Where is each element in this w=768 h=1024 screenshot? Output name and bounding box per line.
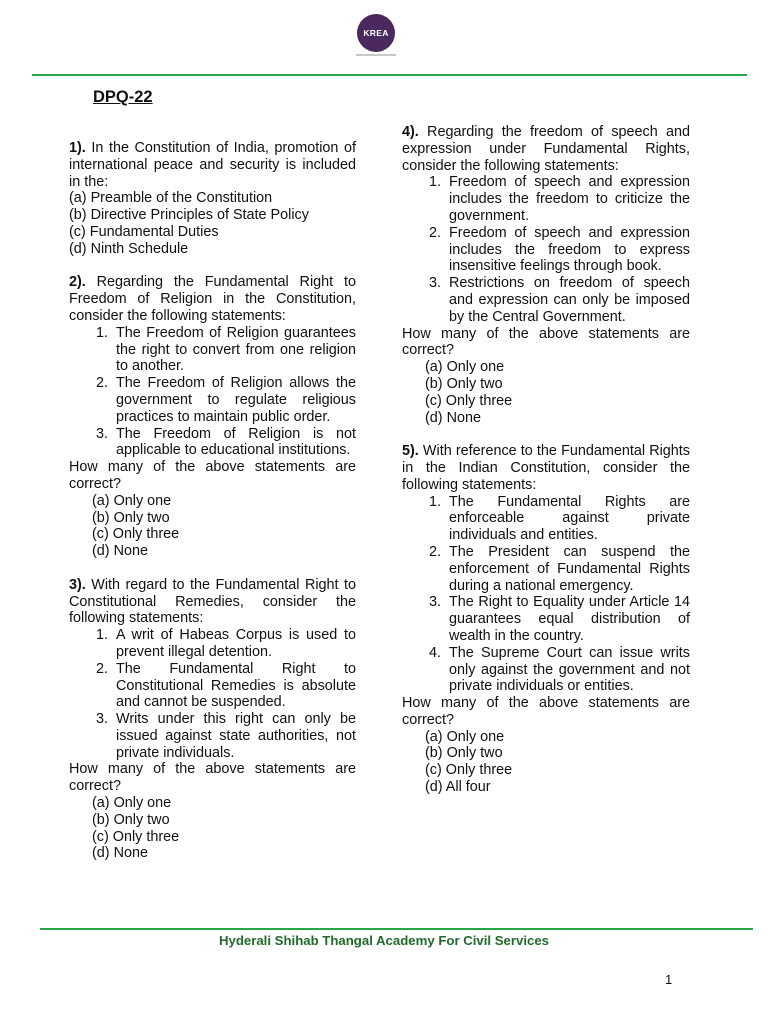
- question-block: [402, 124, 690, 426]
- option-item: (d) None: [92, 845, 148, 862]
- question-number: 1).: [69, 140, 86, 156]
- statement-item: [402, 174, 690, 224]
- statement-text: The Right to Equality under Article 14 guarantees equal distribution of wealth in the country.: [449, 594, 690, 644]
- statement-item: [69, 375, 356, 425]
- footer-rule: [40, 928, 753, 930]
- option-item: (a) Preamble of the Constitution: [69, 190, 273, 207]
- option-item: (c) Only three: [425, 392, 513, 409]
- option-item: (c) Fundamental Duties: [69, 223, 219, 240]
- question-text: With reference to the Fundamental Rights in the Indian Constitution, consider the following statements:: [402, 443, 690, 493]
- option-item: (b) Only two: [92, 811, 170, 828]
- statement-item: [402, 225, 690, 275]
- option-list: [69, 493, 356, 560]
- statement-text: Restrictions on freedom of speech and expression can only be imposed by the Central Government.: [449, 275, 690, 325]
- left-column: [69, 140, 356, 879]
- question-stem: [69, 140, 356, 190]
- question-block: [69, 274, 356, 560]
- question-stem: [69, 577, 356, 627]
- statement-text: Writs under this right can only be issued against state authorities, not private individuals.: [116, 711, 356, 761]
- logo-text: KREA: [363, 28, 389, 38]
- statement-number: 3.: [429, 275, 442, 292]
- statement-number-cell: [69, 711, 116, 761]
- statement-list: [69, 325, 356, 459]
- statement-list: [69, 627, 356, 761]
- statement-item: [402, 544, 690, 594]
- option-item: (b) Only two: [425, 375, 503, 392]
- statement-item: [402, 594, 690, 644]
- statement-text: The Supreme Court can issue writs only against the government and not private individuals or entities.: [449, 644, 690, 695]
- option-list: [402, 359, 690, 426]
- right-column: [402, 124, 690, 813]
- footer-academy-name: Hyderali Shihab Thangal Academy For Civil Services: [218, 933, 550, 948]
- question-block: [402, 443, 690, 796]
- header-rule: [32, 74, 747, 76]
- statement-text: The President can suspend the enforcement of Fundamental Rights during a national emergency.: [449, 543, 690, 594]
- question-text: Regarding the Fundamental Right to Freedom of Religion in the Constitution, consider the following statements:: [69, 274, 356, 324]
- question-prompt: How many of the above statements are correct?: [69, 459, 356, 492]
- statement-number-cell: [69, 325, 116, 375]
- option-item: (a) Only one: [92, 492, 172, 509]
- statement-number: 1.: [429, 174, 442, 191]
- question-text: Regarding the freedom of speech and expression under Fundamental Rights, consider the following statements:: [402, 124, 690, 174]
- option-item: (a) Only one: [425, 359, 505, 376]
- statement-number: 1.: [96, 324, 109, 341]
- option-item: (b) Directive Principles of State Policy: [69, 207, 309, 224]
- statement-number: 3.: [96, 425, 109, 442]
- question-prompt: How many of the above statements are correct?: [402, 325, 690, 359]
- statement-item: [69, 711, 356, 761]
- statement-number-cell: [69, 426, 116, 460]
- logo-tagline-mark: [356, 54, 396, 56]
- option-item: (b) Only two: [425, 745, 503, 762]
- statement-list: [402, 494, 690, 696]
- option-list: [402, 729, 690, 796]
- statement-number: 2.: [429, 224, 442, 241]
- page-number: 1: [665, 972, 673, 987]
- question-number: 4).: [402, 124, 419, 140]
- question-stem: [69, 274, 356, 324]
- statement-number: 3.: [96, 711, 109, 728]
- statement-number: 2.: [96, 375, 109, 392]
- statement-number: 1.: [96, 627, 109, 644]
- statement-number-cell: [69, 661, 116, 711]
- statement-text: The Fundamental Right to Constitutional Remedies is absolute and cannot be suspended.: [116, 660, 356, 711]
- statement-number-cell: [402, 225, 449, 275]
- question-text: In the Constitution of India, promotion of international peace and security is included in the:: [69, 140, 356, 190]
- option-item: (c) Only three: [425, 762, 513, 779]
- question-number: 5).: [402, 443, 419, 460]
- statement-list: [402, 174, 690, 325]
- statement-text: The Freedom of Religion guarantees the right to convert from one religion to another.: [116, 324, 356, 375]
- statement-item: [402, 645, 690, 695]
- statement-number: 1.: [429, 493, 442, 510]
- question-stem: [402, 124, 690, 174]
- krea-logo: [357, 14, 395, 52]
- statement-text: Freedom of speech and expression includes the freedom to express insensitive feelings through book.: [449, 224, 690, 275]
- question-number: 3).: [69, 576, 86, 593]
- statement-number: 3.: [429, 594, 442, 611]
- statement-number-cell: [402, 174, 449, 224]
- statement-number: 2.: [96, 660, 109, 677]
- question-block: [69, 140, 356, 258]
- option-item: (a) Only one: [92, 795, 172, 812]
- option-list: [69, 795, 356, 862]
- statement-item: [69, 325, 356, 375]
- question-prompt: How many of the above statements are correct?: [69, 761, 356, 795]
- statement-item: [69, 661, 356, 711]
- question-block: [69, 577, 356, 863]
- statement-number: 4.: [429, 644, 442, 661]
- question-prompt: How many of the above statements are correct?: [402, 695, 690, 728]
- question-text: With regard to the Fundamental Right to Constitutional Remedies, consider the following statements:: [69, 576, 356, 627]
- statement-number-cell: [402, 494, 449, 544]
- statement-text: The Fundamental Rights are enforceable against private individuals and entities.: [449, 493, 690, 544]
- option-item: (d) None: [92, 543, 148, 560]
- statement-number-cell: [69, 627, 116, 661]
- statement-item: [69, 627, 356, 661]
- option-item: (d) All four: [425, 779, 491, 796]
- statement-text: Freedom of speech and expression includes the freedom to criticize the government.: [449, 174, 690, 224]
- statement-text: The Freedom of Religion is not applicable to educational institutions.: [116, 425, 356, 459]
- statement-text: The Freedom of Religion allows the government to regulate religious practices to maintain public order.: [116, 375, 356, 425]
- statement-number: 2.: [429, 543, 442, 560]
- option-item: (d) None: [425, 409, 481, 426]
- option-item: (c) Only three: [92, 828, 180, 845]
- page-title: DPQ-22: [93, 88, 153, 106]
- statement-number-cell: [402, 544, 449, 594]
- statement-text: A writ of Habeas Corpus is used to prevent illegal detention.: [116, 627, 356, 660]
- option-item: (b) Only two: [92, 509, 170, 526]
- option-item: (c) Only three: [92, 526, 180, 543]
- statement-item: [69, 426, 356, 460]
- statement-number-cell: [402, 645, 449, 695]
- statement-number-cell: [402, 275, 449, 325]
- statement-number-cell: [402, 594, 449, 644]
- statement-number-cell: [69, 375, 116, 425]
- option-item: (d) Ninth Schedule: [69, 240, 189, 257]
- question-stem: [402, 443, 690, 493]
- option-item: (a) Only one: [425, 728, 505, 745]
- statement-item: [402, 494, 690, 544]
- statement-item: [402, 275, 690, 325]
- question-number: 2).: [69, 274, 86, 291]
- option-list: [69, 190, 356, 257]
